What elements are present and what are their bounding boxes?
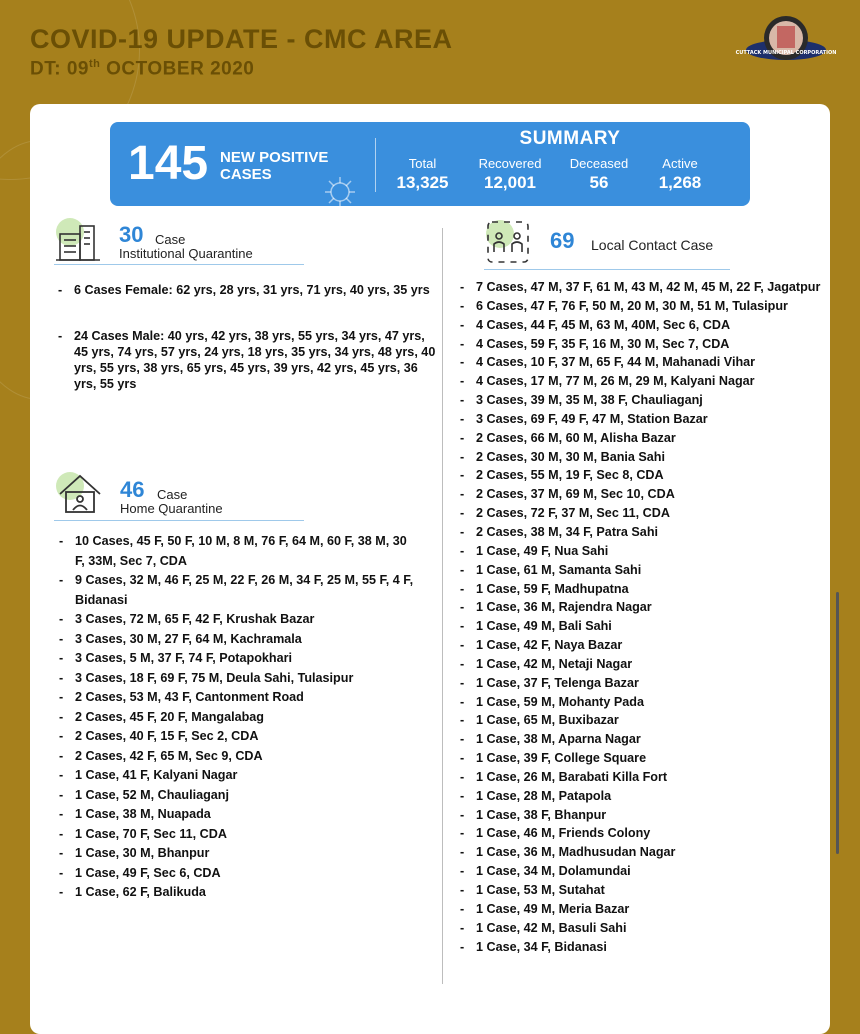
list-item: - 1 Case, 53 M, Sutahat — [460, 881, 822, 900]
column-divider — [442, 228, 443, 984]
local-case-word: Local Contact Case — [591, 237, 714, 253]
list-item: - 1 Case, 59 F, Madhupatna — [460, 580, 822, 599]
home-subtitle: Home Quarantine — [120, 501, 223, 516]
list-item: - 1 Case, 65 M, Buxibazar — [460, 711, 822, 730]
contact-people-icon — [484, 216, 532, 266]
list-item: - 1 Case, 37 F, Telenga Bazar — [460, 674, 822, 693]
home-case-word: Case — [157, 487, 188, 502]
list-item: - 2 Cases, 42 F, 65 M, Sec 9, CDA — [59, 747, 419, 767]
list-item: - 1 Case, 34 M, Dolamundai — [460, 862, 822, 881]
list-item: - 1 Case, 49 F, Nua Sahi — [460, 542, 822, 561]
list-item: - 2 Cases, 72 F, 37 M, Sec 11, CDA — [460, 504, 822, 523]
list-item: - 6 Cases Female: 62 yrs, 28 yrs, 31 yrs, 71 yrs, 40 yrs, 35 yrs — [58, 282, 438, 298]
list-item: - 3 Cases, 69 F, 49 F, 47 M, Station Bazar — [460, 410, 822, 429]
banner-divider — [375, 138, 376, 192]
section-underline — [54, 264, 304, 265]
list-item: - 1 Case, 36 M, Rajendra Nagar — [460, 598, 822, 617]
list-item: - 3 Cases, 72 M, 65 F, 42 F, Krushak Bazar — [59, 610, 419, 630]
cmc-logo — [735, 14, 837, 72]
list-item: - 3 Cases, 39 M, 35 M, 38 F, Chauliaganj — [460, 391, 822, 410]
list-item: - 1 Case, 26 M, Barabati Killa Fort — [460, 768, 822, 787]
list-item: - 1 Case, 49 M, Meria Bazar — [460, 900, 822, 919]
list-item: - 3 Cases, 30 M, 27 F, 64 M, Kachramala — [59, 630, 419, 650]
list-item: - 1 Case, 34 F, Bidanasi — [460, 938, 822, 957]
list-item: - 1 Case, 28 M, Patapola — [460, 787, 822, 806]
stat-deceased: Deceased 56 — [569, 156, 629, 192]
section-underline — [54, 520, 304, 521]
section-underline — [484, 269, 730, 270]
list-item: - 2 Cases, 30 M, 30 M, Bania Sahi — [460, 448, 822, 467]
list-item: - 6 Cases, 47 F, 76 F, 50 M, 20 M, 30 M, 51 M, Tulasipur — [460, 297, 822, 316]
list-item: - 1 Case, 49 F, Sec 6, CDA — [59, 864, 419, 884]
virus-icon — [320, 172, 360, 206]
list-item: - 1 Case, 70 F, Sec 11, CDA — [59, 825, 419, 845]
list-item: - 4 Cases, 10 F, 37 M, 65 F, 44 M, Mahanadi Vihar — [460, 353, 822, 372]
list-item: - 1 Case, 52 M, Chauliaganj — [59, 786, 419, 806]
list-item: - 1 Case, 42 M, Basuli Sahi — [460, 919, 822, 938]
list-item: - 1 Case, 41 F, Kalyani Nagar — [59, 766, 419, 786]
stat-total: Total 13,325 — [396, 156, 449, 192]
institutional-subtitle: Institutional Quarantine — [119, 246, 253, 261]
building-icon — [54, 216, 102, 264]
list-item: - 1 Case, 46 M, Friends Colony — [460, 824, 822, 843]
list-item: - 1 Case, 61 M, Samanta Sahi — [460, 561, 822, 580]
new-cases-count: 145 — [128, 137, 209, 190]
list-item: - 2 Cases, 55 M, 19 F, Sec 8, CDA — [460, 466, 822, 485]
list-item: - 4 Cases, 17 M, 77 M, 26 M, 29 M, Kalyani Nagar — [460, 372, 822, 391]
list-item: - 24 Cases Male: 40 yrs, 42 yrs, 38 yrs, 55 yrs, 34 yrs, 47 yrs, 45 yrs, 74 yrs, 57 yrs, 24 yrs, 18 yrs, 35 yrs, 34 yrs, 48 yrs, 40 yrs, 55 yrs, 38 yrs, 65 yrs, 45 yrs, 39 yrs, 42 yrs, 45 yrs, 36 yrs, 55 yrs — [58, 328, 438, 392]
stat-active: Active 1,268 — [658, 156, 702, 192]
page-title: COVID-19 UPDATE - CMC AREA — [30, 24, 453, 54]
list-item: - 2 Cases, 38 M, 34 F, Patra Sahi — [460, 523, 822, 542]
institutional-list — [58, 282, 438, 392]
list-item: - 9 Cases, 32 M, 46 F, 25 M, 22 F, 26 M, 34 F, 25 M, 55 F, 4 F, Bidanasi — [59, 571, 419, 610]
list-item: - 1 Case, 38 F, Bhanpur — [460, 806, 822, 825]
local-count: 69 — [550, 228, 575, 253]
list-item: - 1 Case, 30 M, Bhanpur — [59, 844, 419, 864]
list-item: - 7 Cases, 47 M, 37 F, 61 M, 43 M, 42 M, 45 M, 22 F, Jagatpur — [460, 278, 822, 297]
list-item: - 10 Cases, 45 F, 50 F, 10 M, 8 M, 76 F, 64 M, 60 F, 38 M, 30 F, 33M, Sec 7, CDA — [59, 532, 419, 571]
list-item: - 1 Case, 59 M, Mohanty Pada — [460, 693, 822, 712]
summary-title: SUMMARY — [519, 128, 621, 149]
new-cases-label: NEW POSITIVE CASES — [220, 149, 329, 183]
report-date: DT: 09th OCTOBER 2020 — [30, 58, 255, 80]
stat-recovered: Recovered 12,001 — [478, 156, 542, 192]
home-count: 46 — [120, 477, 145, 502]
summary-banner — [110, 122, 750, 206]
home-list — [59, 532, 419, 903]
list-item: - 2 Cases, 40 F, 15 F, Sec 2, CDA — [59, 727, 419, 747]
svg-text:CUTTACK MUNICIPAL CORPORATION: CUTTACK MUNICIPAL CORPORATION — [735, 50, 837, 56]
list-item: - 3 Cases, 18 F, 69 F, 75 M, Deula Sahi, Tulasipur — [59, 669, 419, 689]
content-card — [30, 104, 830, 1034]
home-icon — [54, 470, 104, 518]
list-item: - 2 Cases, 53 M, 43 F, Cantonment Road — [59, 688, 419, 708]
list-item: - 3 Cases, 5 M, 37 F, 74 F, Potapokhari — [59, 649, 419, 669]
list-item: - 2 Cases, 37 M, 69 M, Sec 10, CDA — [460, 485, 822, 504]
list-item: - 1 Case, 36 M, Madhusudan Nagar — [460, 843, 822, 862]
list-item: - 1 Case, 49 M, Bali Sahi — [460, 617, 822, 636]
list-item: - 4 Cases, 59 F, 35 F, 16 M, 30 M, Sec 7, CDA — [460, 335, 822, 354]
list-item: - 1 Case, 39 F, College Square — [460, 749, 822, 768]
list-item: - 1 Case, 38 M, Nuapada — [59, 805, 419, 825]
list-item: - 4 Cases, 44 F, 45 M, 63 M, 40M, Sec 6, CDA — [460, 316, 822, 335]
list-item: - 1 Case, 62 F, Balikuda — [59, 883, 419, 903]
list-item: - 2 Cases, 45 F, 20 F, Mangalabag — [59, 708, 419, 728]
scrollbar[interactable] — [836, 592, 839, 854]
list-item: - 1 Case, 42 F, Naya Bazar — [460, 636, 822, 655]
institutional-count: 30 — [119, 222, 144, 247]
list-item: - 1 Case, 42 M, Netaji Nagar — [460, 655, 822, 674]
institutional-case-word: Case — [155, 232, 186, 247]
local-list — [460, 278, 822, 956]
list-item: - 2 Cases, 66 M, 60 M, Alisha Bazar — [460, 429, 822, 448]
list-item: - 1 Case, 38 M, Aparna Nagar — [460, 730, 822, 749]
